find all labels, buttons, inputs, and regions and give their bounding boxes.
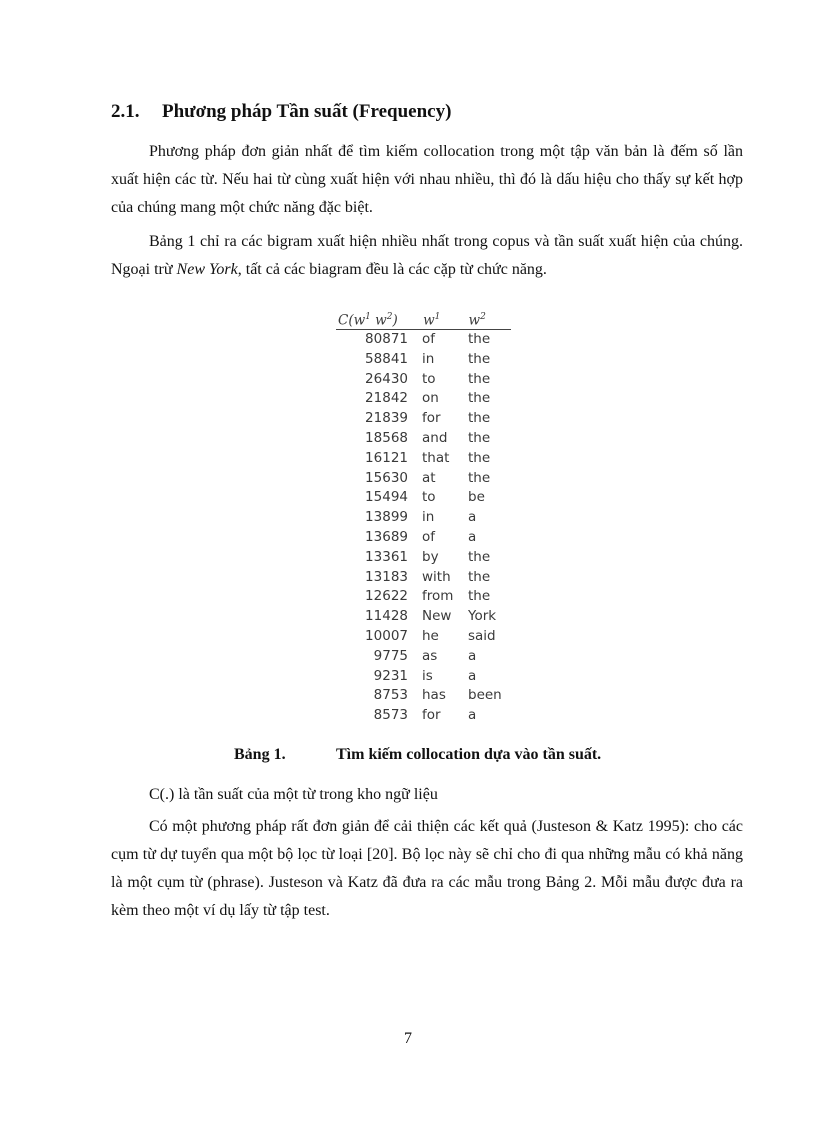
table-body [336, 330, 511, 726]
table-row [336, 706, 511, 726]
cell-w1: as [422, 647, 438, 664]
table-row [336, 667, 511, 687]
header-w2: $w^2$ [468, 311, 486, 328]
cell-w1: on [422, 390, 439, 407]
cell-count: 13183 [365, 568, 408, 585]
cell-w1: to [422, 489, 436, 506]
section-title: Phương pháp Tần suất (Frequency) [162, 101, 452, 122]
page-number: 7 [404, 1030, 412, 1047]
cell-count: 15630 [365, 469, 408, 486]
cell-count: 13689 [365, 528, 408, 545]
header-count: $C(w^1$ $w^2$) [338, 311, 398, 328]
paragraph-table-ref-text-2: , tất cả các biagram đều là các cặp từ chức năng. [237, 261, 547, 278]
caption-label: Bảng 1. [234, 746, 286, 763]
cell-w1: and [422, 429, 448, 446]
cell-w1: New [422, 608, 452, 625]
paragraph-table-ref-text-1: Bảng 1 chỉ ra các bigram xuất hiện nhiều nhất trong copus và tần suất xuất hiện của chúng. Ngoại trừ [111, 233, 743, 278]
table-row [336, 389, 511, 409]
cell-w2: a [468, 647, 477, 664]
cell-w2: the [468, 449, 491, 466]
cell-count: 11428 [365, 608, 408, 625]
cell-w2: York [468, 608, 497, 625]
cell-w1: by [422, 548, 439, 565]
paragraph-definition [111, 781, 743, 809]
cell-w1: of [422, 528, 436, 545]
cell-count: 9775 [373, 647, 408, 664]
table-row [336, 686, 511, 706]
cell-w1: of [422, 331, 436, 347]
cell-count: 10007 [365, 627, 408, 644]
table-row [336, 508, 511, 528]
table-row [336, 449, 511, 469]
cell-w2: a [468, 509, 477, 526]
paragraph-table-ref [111, 228, 743, 284]
cell-w2: the [468, 469, 491, 486]
cell-w2: the [468, 350, 491, 367]
cell-w2: the [468, 568, 491, 585]
cell-count: 15494 [365, 489, 408, 506]
cell-count: 13899 [365, 509, 408, 526]
cell-count: 26430 [365, 370, 408, 387]
paragraph-intro [111, 138, 743, 222]
cell-w2: the [468, 548, 491, 565]
cell-w2: the [468, 429, 491, 446]
paragraph-table-ref-italic: New York [176, 261, 238, 278]
table-row [336, 548, 511, 568]
cell-count: 9231 [373, 667, 408, 684]
cell-w1: has [422, 687, 446, 704]
cell-count: 8753 [373, 687, 408, 704]
paragraph-definition-text: C(.) là tần suất của một từ trong kho ngữ liệu [149, 786, 438, 803]
cell-w2: said [468, 627, 496, 644]
table-row [336, 627, 511, 647]
table-row [336, 587, 511, 607]
table-row [336, 330, 511, 350]
cell-w2: a [468, 667, 477, 684]
cell-w2: the [468, 410, 491, 427]
header-w1: $w^1$ [423, 311, 441, 328]
table-row [336, 528, 511, 548]
cell-w1: for [422, 707, 441, 724]
cell-w1: is [422, 667, 433, 684]
bigram-frequency-table [336, 306, 511, 726]
table-row [336, 647, 511, 667]
table-row [336, 469, 511, 489]
cell-count: 80871 [365, 331, 408, 347]
cell-count: 21842 [365, 390, 408, 407]
cell-w2: be [468, 489, 485, 506]
cell-w1: that [422, 449, 450, 466]
cell-w1: to [422, 370, 436, 387]
cell-w2: the [468, 331, 491, 347]
cell-w1: at [422, 469, 436, 486]
table-row [336, 409, 511, 429]
cell-w2: a [468, 528, 477, 545]
table-row [336, 607, 511, 627]
cell-w1: he [422, 627, 439, 644]
cell-count: 13361 [365, 548, 408, 565]
cell-w1: for [422, 410, 441, 427]
table-row [336, 568, 511, 588]
cell-w1: from [422, 588, 454, 605]
cell-count: 18568 [365, 429, 408, 446]
cell-w2: the [468, 390, 491, 407]
section-number: 2.1. [111, 101, 140, 122]
cell-count: 58841 [365, 350, 408, 367]
cell-count: 16121 [365, 449, 408, 466]
section-heading [111, 101, 451, 123]
cell-w2: a [468, 707, 477, 724]
table-row [336, 429, 511, 449]
paragraph-intro-text: Phương pháp đơn giản nhất để tìm kiếm collocation trong một tập văn bản là đếm số lần xuất hiện các từ. Nếu hai từ cùng xuất hiện với nhau nhiều, thì đó là dấu hiệu cho thấy sự kết hợp của chúng mang một chức năng đặc biệt. [111, 143, 743, 216]
caption-text: Tìm kiếm collocation dựa vào tần suất. [336, 746, 602, 763]
table-row [336, 370, 511, 390]
table-caption [234, 746, 601, 764]
table-header-row [336, 306, 511, 330]
cell-count: 21839 [365, 410, 408, 427]
cell-w2: been [468, 687, 502, 704]
table-row [336, 488, 511, 508]
table-row [336, 350, 511, 370]
cell-w1: in [422, 350, 435, 367]
cell-w1: with [422, 568, 451, 585]
paragraph-filter [111, 813, 743, 925]
cell-count: 8573 [373, 707, 408, 724]
cell-w2: the [468, 370, 491, 387]
cell-w2: the [468, 588, 491, 605]
paragraph-filter-text: Có một phương pháp rất đơn giản để cải thiện các kết quả (Justeson & Katz 1995): cho các cụm từ dự tuyển qua một bộ lọc từ loại [20]. Bộ lọc này sẽ chỉ cho đi qua những mẫu có khả năng là một cụm từ (phrase). Justeson và Katz đã đưa ra các mẫu trong Bảng 2. Mỗi mẫu được đưa ra kèm theo một ví dụ lấy từ tập test. [111, 818, 743, 919]
cell-w1: in [422, 509, 435, 526]
cell-count: 12622 [365, 588, 408, 605]
